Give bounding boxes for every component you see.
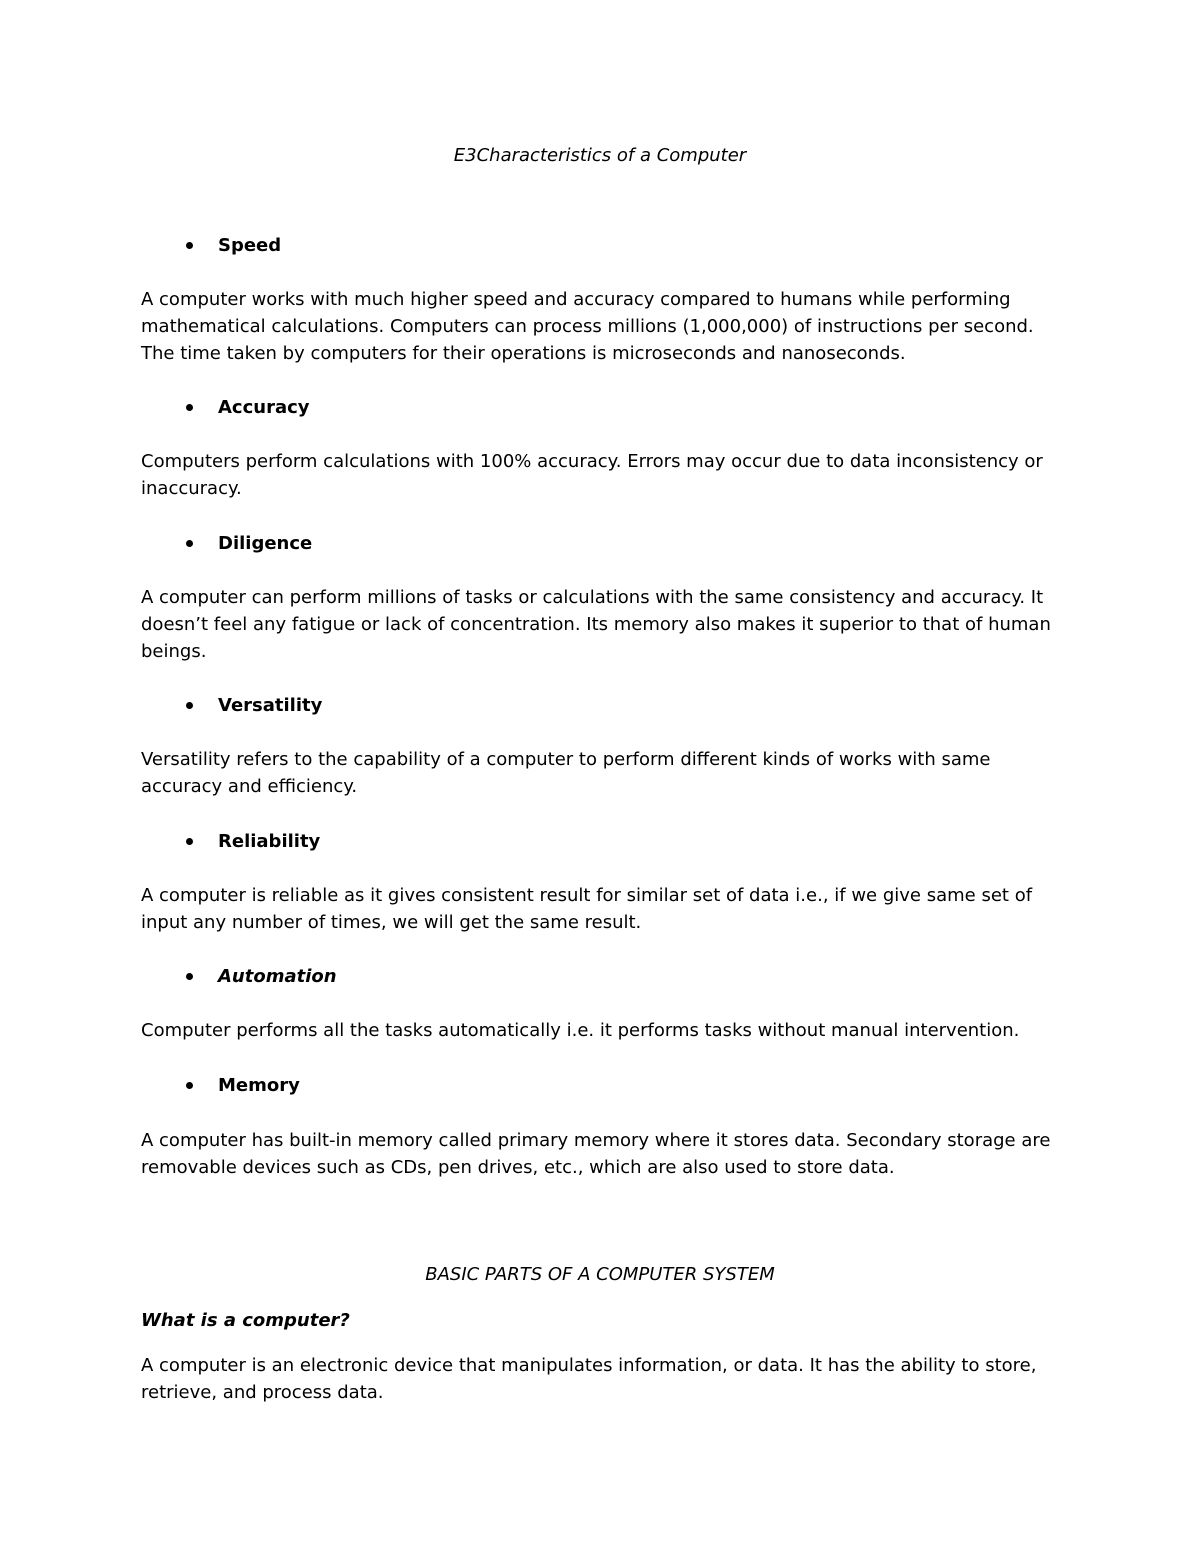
paragraph-diligence: A computer can perform millions of tasks or calculations with the same consistency and accuracy. It doesn’t feel any fatigue or lack of concentration. Its memory also makes it superior to that of human beings.: [141, 587, 1051, 662]
document-content: [141, 143, 1059, 1406]
paragraph-answer: A computer is an electronic device that manipulates information, or data. It has the ability to store, retrieve, and process data.: [141, 1355, 1037, 1403]
paragraph-reliability: A computer is reliable as it gives consistent result for similar set of data i.e., if we give same set of input any number of times, we will get the same result.: [141, 885, 1033, 933]
bullet-dot-icon: [186, 702, 193, 709]
paragraph-automation: Computer performs all the tasks automatically i.e. it performs tasks without manual intervention.: [141, 1020, 1020, 1041]
paragraph-accuracy: Computers perform calculations with 100% accuracy. Errors may occur due to data inconsistency or inaccuracy.: [141, 451, 1043, 499]
paragraph-versatility: Versatility refers to the capability of a computer to perform different kinds of works with same accuracy and efficiency.: [141, 749, 991, 797]
bullet-heading: Automation: [218, 965, 337, 987]
bullet-diligence: [141, 530, 1059, 556]
bullet-heading: Accuracy: [218, 396, 310, 418]
section-title: BASIC PARTS OF A COMPUTER SYSTEM: [425, 1264, 775, 1285]
question-heading: What is a computer?: [141, 1310, 350, 1331]
bullet-heading: Reliability: [218, 830, 321, 852]
bullet-reliability: [141, 828, 1059, 854]
bullet-memory: [141, 1072, 1059, 1098]
bullet-heading: Versatility: [218, 694, 323, 716]
paragraph-speed: A computer works with much higher speed and accuracy compared to humans while performing mathematical calculations. Computers can process millions (1,000,000) of instructions per second. The time taken by computers for their operations is microseconds and nanoseconds.: [141, 289, 1034, 364]
bullet-dot-icon: [186, 404, 193, 411]
bullet-dot-icon: [186, 838, 193, 845]
bullet-dot-icon: [186, 1082, 193, 1089]
bullet-speed: [141, 232, 1059, 258]
document-title: E3Characteristics of a Computer: [453, 145, 747, 166]
bullet-heading: Diligence: [218, 532, 313, 554]
bullet-dot-icon: [186, 242, 193, 249]
bullet-dot-icon: [186, 540, 193, 547]
bullet-automation: [141, 963, 1059, 989]
bullet-heading: Memory: [218, 1074, 300, 1096]
bullet-heading: Speed: [218, 234, 282, 256]
bullet-dot-icon: [186, 973, 193, 980]
bullet-accuracy: [141, 394, 1059, 420]
paragraph-memory: A computer has built-in memory called primary memory where it stores data. Secondary storage are removable devices such as CDs, pen drives, etc., which are also used to store data.: [141, 1130, 1051, 1178]
bullet-versatility: [141, 692, 1059, 718]
